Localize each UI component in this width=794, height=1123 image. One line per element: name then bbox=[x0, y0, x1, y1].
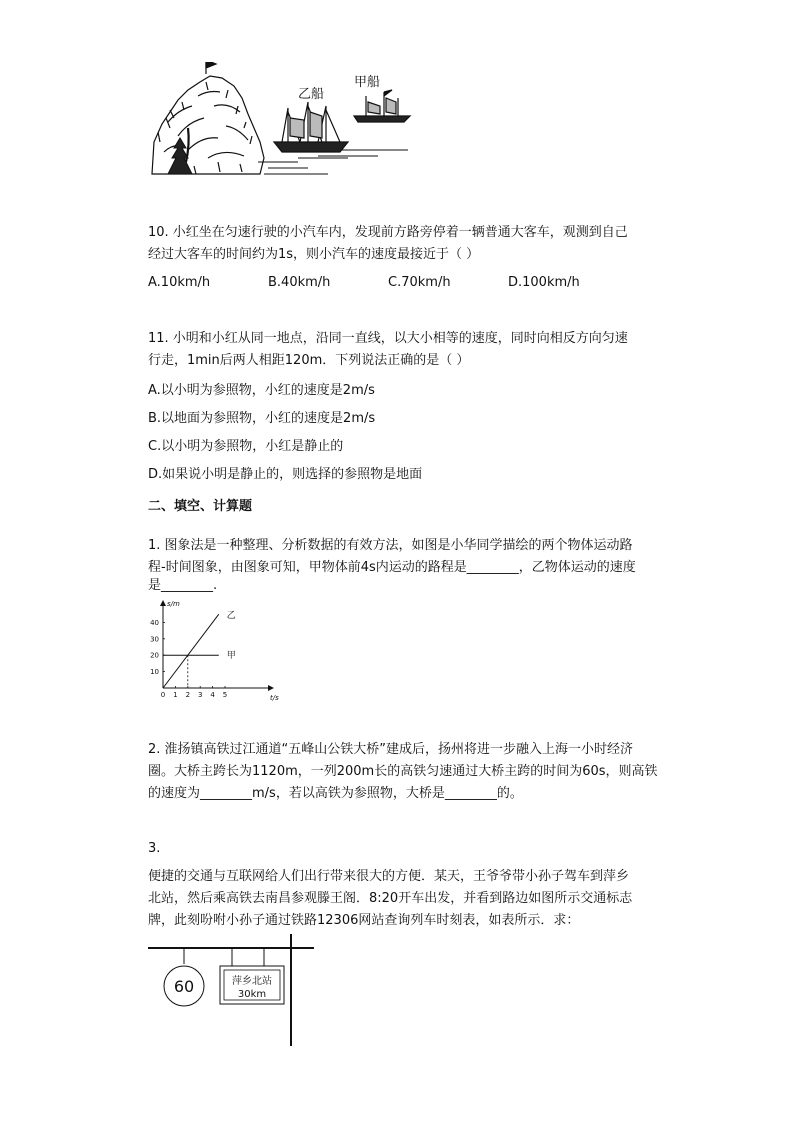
question-11-line-1: 11. 小明和小红从同一地点，沿同一直线，以大小相等的速度，同时向相反方向匀速 bbox=[148, 331, 628, 346]
fill-question-1-line-1: 1. 图象法是一种整理、分析数据的有效方法，如图是小华同学描绘的两个物体运动路 bbox=[148, 538, 633, 553]
y-axis-arrow bbox=[160, 600, 166, 606]
q10-option-c: C.70km/h bbox=[388, 275, 451, 290]
fill-question-3-line-3: 牌，此刻吩咐小孙子通过铁路12306网站查询列车时刻表，如表所示．求： bbox=[148, 913, 580, 928]
q11-option-c: C.以小明为参照物，小红是静止的 bbox=[148, 439, 344, 454]
q10-option-b: B.40km/h bbox=[268, 275, 331, 290]
fill-question-2-line-1: 2. 淮扬镇高铁过江通道“五峰山公铁大桥”建成后，扬州将进一步融入上海一小时经济 bbox=[148, 742, 634, 757]
x-tick-label: 2 bbox=[185, 691, 191, 699]
station-sign-distance: 30km bbox=[237, 989, 267, 1000]
q11-option-a: A.以小明为参照物，小红的速度是2m/s bbox=[148, 383, 375, 398]
y-tick-label: 30 bbox=[150, 635, 159, 644]
series-label-jia: 甲 bbox=[226, 651, 236, 662]
x-axis-arrow bbox=[268, 685, 274, 691]
fill-question-1 bbox=[148, 535, 636, 597]
station-sign-name: 萍乡北站 bbox=[232, 976, 272, 987]
section-2-heading: 二、填空、计算题 bbox=[148, 499, 253, 514]
x-tick-label: 0 bbox=[160, 691, 166, 699]
distance-time-chart bbox=[146, 596, 286, 704]
question-11-line-2: 行走，1min后两人相距120m．下列说法正确的是（ ） bbox=[148, 353, 470, 368]
x-tick-label: 4 bbox=[210, 691, 215, 699]
x-tick-label: 1 bbox=[173, 691, 178, 699]
fill-question-3-line-1: 便捷的交通与互联网给人们出行带来很大的方便．某天，王爷爷带小孙子驾车到萍乡 bbox=[148, 869, 630, 884]
series-label-yi: 乙 bbox=[226, 611, 236, 622]
fill-question-1-line-3: 是________. bbox=[148, 578, 218, 593]
series-line-yi bbox=[163, 614, 219, 688]
fill-question-2-line-2: 圈。大桥主跨长为1120m，一列200m长的高铁匀速通过大桥主跨的时间为60s，则高铁 bbox=[148, 764, 658, 779]
question-10-line-2: 经过大客车的时间约为1s，则小汽车的速度最接近于（ ） bbox=[148, 247, 480, 262]
fill-question-3-number: 3. bbox=[148, 841, 161, 856]
fill-question-1-line-2: 程-时间图象，由图象可知，甲物体前4s内运动的路程是________，乙物体运动的速度 bbox=[148, 560, 636, 575]
y-tick-label: 10 bbox=[150, 668, 159, 677]
cliff-drawing bbox=[152, 62, 264, 174]
y-tick-label: 20 bbox=[150, 651, 159, 660]
q10-option-d: D.100km/h bbox=[508, 275, 580, 290]
water-lines bbox=[258, 150, 408, 174]
yi-ship-drawing bbox=[274, 102, 348, 152]
jia-ship-label: 甲船 bbox=[354, 75, 381, 90]
question-10-line-1: 10. 小红坐在匀速行驶的小汽车内，发现前方路旁停着一辆普通大客车，观测到自己 bbox=[148, 225, 628, 240]
question-10 bbox=[148, 222, 688, 266]
x-tick-label: 5 bbox=[222, 691, 228, 699]
x-axis-label: t/s bbox=[270, 694, 279, 702]
question-11 bbox=[148, 328, 628, 372]
fill-question-2 bbox=[148, 739, 658, 805]
boats-figure bbox=[148, 62, 420, 178]
x-tick-label: 3 bbox=[197, 691, 203, 699]
y-axis-label: s/m bbox=[167, 600, 180, 608]
traffic-sign-figure bbox=[146, 932, 318, 1048]
yi-ship-label: 乙船 bbox=[298, 87, 325, 102]
q11-option-b: B.以地面为参照物，小红的速度是2m/s bbox=[148, 411, 376, 426]
q10-option-a: A.10km/h bbox=[148, 275, 211, 290]
y-tick-label: 40 bbox=[150, 618, 159, 627]
fill-question-3 bbox=[148, 866, 632, 932]
jia-ship-drawing bbox=[354, 90, 410, 122]
fill-question-2-line-3: 的速度为________m/s，若以高铁为参照物，大桥是________的。 bbox=[148, 786, 523, 801]
fill-question-3-line-2: 北站，然后乘高铁去南昌参观滕王阁．8:20开车出发，并看到路边如图所示交通标志 bbox=[148, 891, 633, 906]
q11-option-d: D.如果说小明是静止的，则选择的参照物是地面 bbox=[148, 467, 423, 482]
speed-limit-value: 60 bbox=[173, 977, 195, 996]
